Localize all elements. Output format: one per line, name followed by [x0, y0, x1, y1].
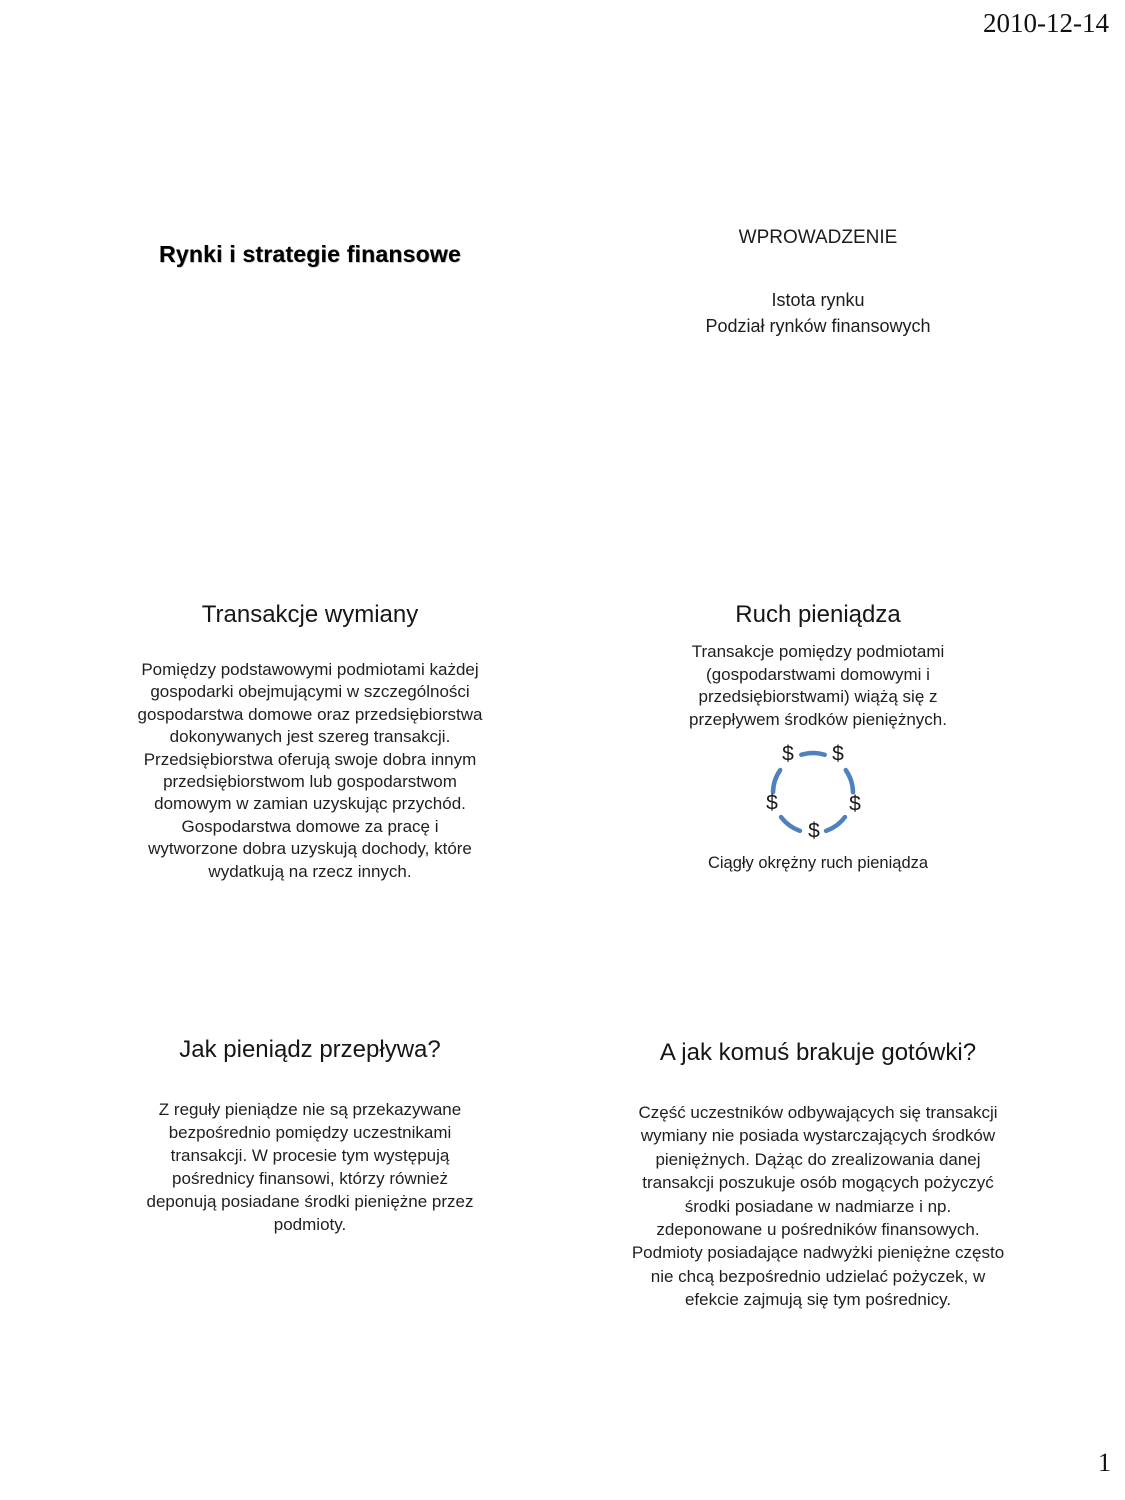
date-label: 2010-12-14 — [983, 8, 1109, 38]
moneyflow-slide-body: Transakcje pomiędzy podmiotami (gospodarstwami domowymi i przedsiębiorstwami) wiążą się z przepływem środków pieniężnych. — [689, 642, 947, 729]
cycle-arc-upper-left — [773, 770, 780, 792]
money-cycle-diagram — [748, 740, 878, 852]
dollar-symbol: $ — [808, 819, 820, 843]
page-number: 1 — [1098, 1448, 1111, 1477]
shortage-slide-title: A jak komuś brakuje gotówki? — [659, 1039, 977, 1066]
howflows-slide-body: Z reguły pieniądze nie są przekazywane bezpośrednio pomiędzy uczestnikami transakcji. W procesie tym występują pośrednicy finansowi, którzy również deponują posiadane środki pieniężne przez podmioty. — [146, 1100, 474, 1234]
dollar-symbol: $ — [766, 791, 778, 815]
cycle-arc-upper-right — [846, 770, 853, 792]
intro-slide-items: Istota rynku Podział rynków finansowych — [705, 290, 931, 336]
shortage-slide-body: Część uczestników odbywających się transakcji wymiany nie posiada wystarczających środków pieniężnych. Dążąc do zrealizowania danej transakcji poszukuje osób mogących pożyczyć środki posiadane w nadmiarze i np. zdeponowane u pośredników finansowych. Podmioty posiadające nadwyżki pieniężne często nie chcą bezpośrednio udzielać pożyczek, w efekcie zajmują się tym pośrednicy. — [631, 1103, 1005, 1310]
howflows-slide-title: Jak pieniądz przepływa? — [179, 1036, 441, 1063]
dollar-symbol: $ — [832, 742, 844, 766]
exchange-slide-body: Pomiędzy podstawowymi podmiotami każdej gospodarki obejmującymi w szczególności gospodarstwa domowe oraz przedsiębiorstwa dokonywanych jest szereg transakcji. Przedsiębiorstwa oferują swoje dobra innym przedsiębiorstwom lub gospodarstwom domowym w zamian uzyskując przychód. Gospodarstwa domowe za pracę i wytworzone dobra uzyskują dochody, które wydatkują na rzecz innych. — [137, 660, 483, 881]
cycle-arc-lower-left — [781, 817, 800, 831]
dollar-symbol: $ — [849, 792, 861, 816]
cycle-arc-top — [801, 753, 824, 755]
dollar-symbol: $ — [782, 742, 794, 766]
moneyflow-slide-caption: Ciągły okrężny ruch pieniądza — [707, 854, 929, 872]
exchange-slide-title: Transakcje wymiany — [201, 601, 419, 628]
cycle-arc-lower-right — [826, 817, 845, 831]
main-title-slide-title: Rynki i strategie finansowe — [159, 241, 461, 267]
intro-slide-title: WPROWADZENIE — [738, 227, 898, 248]
moneyflow-slide-title: Ruch pieniądza — [735, 601, 901, 628]
